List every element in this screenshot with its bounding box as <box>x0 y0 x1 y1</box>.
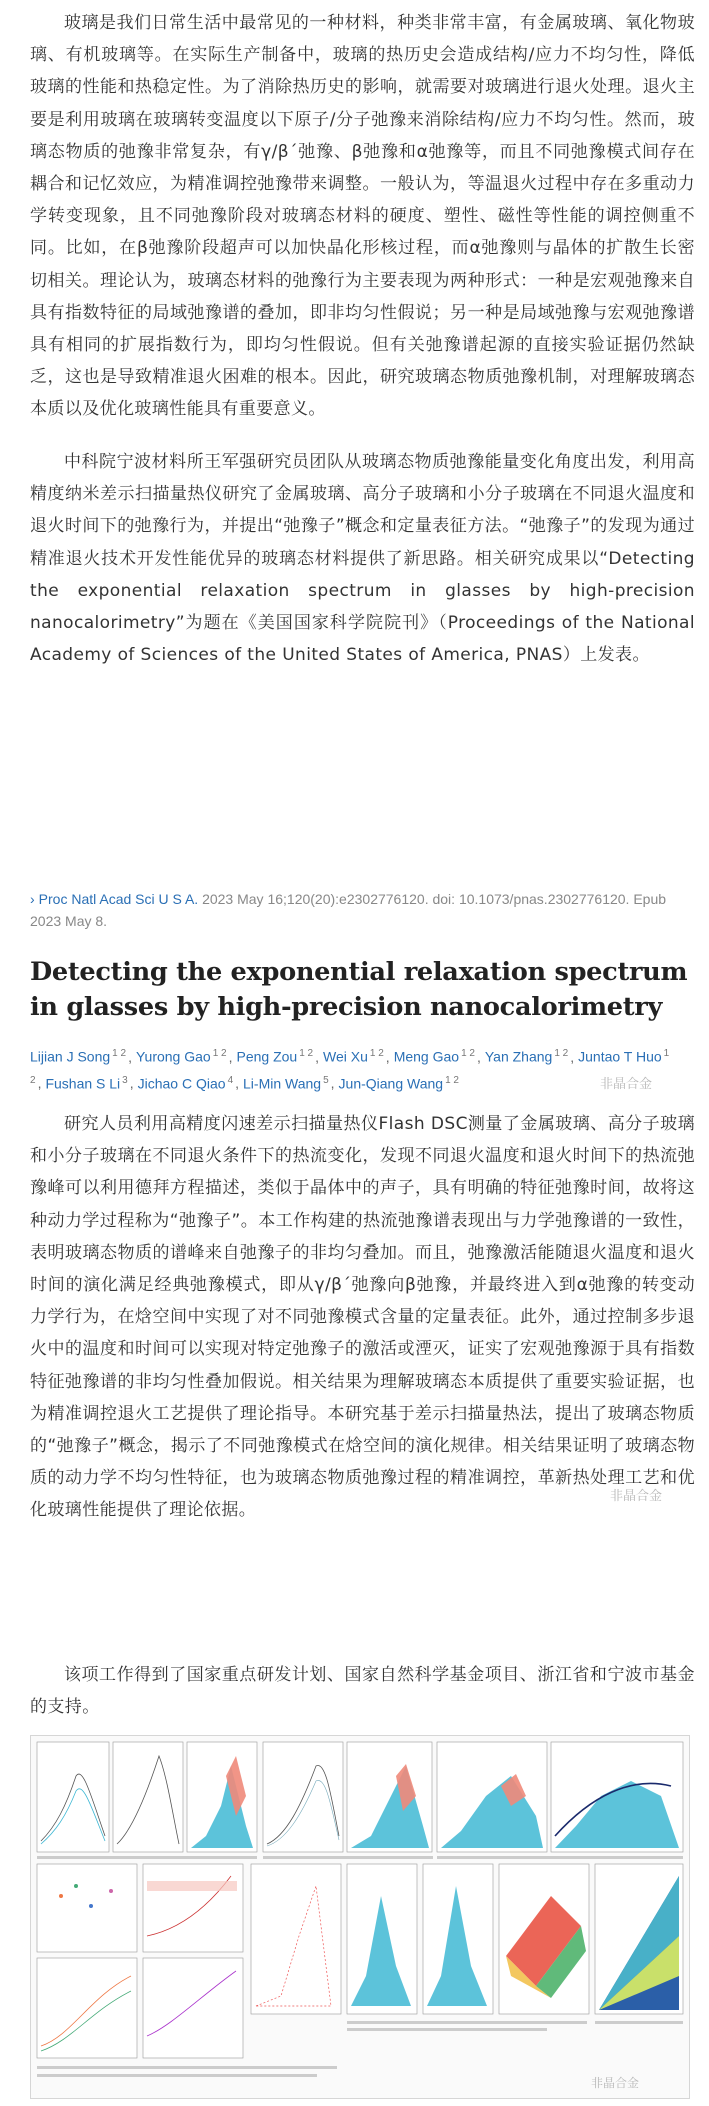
author-separator: , <box>476 1048 481 1065</box>
author-separator: , <box>128 1048 132 1065</box>
author-name[interactable]: Wei Xu <box>323 1048 368 1065</box>
figure-panel-mid-2 <box>143 1864 243 1952</box>
figure-panel-heatmap <box>595 1864 683 2014</box>
figure-panel-bottom-2 <box>143 1958 243 2058</box>
watermark-text-side: 非晶合金 <box>610 1488 663 1503</box>
author-separator: , <box>129 1075 134 1092</box>
author-name[interactable]: Meng Gao <box>393 1048 460 1065</box>
figure-panel-top-3 <box>187 1742 257 1852</box>
watermark-text: 非晶合金 <box>600 1076 653 1091</box>
citation-details: 2023 May 16;120(20):e2302776120. doi: 10.1073/pnas.2302776120. Epub 2023 May 8. <box>30 891 667 929</box>
chevron-right-icon: › <box>30 891 35 907</box>
author-name[interactable]: Peng Zou <box>236 1048 298 1065</box>
author-affiliation: 1 2 <box>461 1048 475 1059</box>
author-affiliation: 3 <box>122 1074 128 1086</box>
author-affiliation: 1 2 <box>299 1048 314 1059</box>
team-paragraph: 中科院宁波材料所王军强研究员团队从玻璃态物质弛豫能量变化角度出发，利用高精度纳米差示扫描量热仪研究了金属玻璃、高分子玻璃和小分子玻璃在不同退火温度和退火时间下的弛豫行为，并提出“弛豫子”概念和定量表征方法。“弛豫子”的发现为通过精准退火技术开发性能优异的玻璃态材料提供了新思路。相关研究成果以“Detecting the exponential relaxation spectrum in glasses by high-precision nanocalorimetry”为题在《美国国家科学院院刊》（Proceedings of the National Academy of Sciences of the United States of America, PNAS）上发表。 <box>30 452 695 666</box>
author-name[interactable]: Lijian J Song <box>30 1048 111 1065</box>
author-name[interactable]: Jichao C Qiao <box>137 1075 226 1092</box>
author-name[interactable]: Li-Min Wang <box>243 1075 322 1092</box>
author-affiliation: 1 2 <box>445 1074 459 1086</box>
research-paragraph: 研究人员利用高精度闪速差示扫描量热仪Flash DSC测量了金属玻璃、高分子玻璃和小分子玻璃在不同退火条件下的热流变化，发现不同退火温度和退火时间下的热流弛豫峰可以利用德拜方程描述，类似于晶体中的声子，具有明确的特征弛豫时间，故将这种动力学过程称为“弛豫子”。本工作构建的热流弛豫谱表现出与力学弛豫谱的一致性，表明玻璃态物质的谱峰来自弛豫子的非均匀叠加。而且，弛豫激活能随退火温度和退火时间的演化满足经典弛豫模式，即从γ/β´弛豫向β弛豫，并最终进入到α弛豫的转变动力学行为，在焓空间中实现了对不同弛豫模式含量的定量表征。此外，通过控制多步退火中的温度和时间可以实现对特定弛豫子的激活或湮灭，证实了宏观弛豫源于具有指数特征弛豫谱的非均匀性叠加假说。相关结果为理解玻璃态本质提供了重要实验证据，也为精准调控退火工艺提供了理论指导。本研究基于差示扫描量热法，提出了玻璃态物质的“弛豫子”概念，揭示了不同弛豫模式在焓空间的演化规律。相关结果证明了玻璃态物质的动力学不均匀性特征，也为玻璃态物质弛豫过程的精准调控，革新热处理工艺和优化玻璃性能提供了理论依据。 <box>30 1114 695 1521</box>
figure-panel-mid-4 <box>347 1864 417 2014</box>
author-affiliation: 1 2 <box>30 1048 670 1086</box>
author-name[interactable]: Fushan S Li <box>45 1075 121 1092</box>
author-affiliation: 1 2 <box>369 1048 384 1059</box>
watermark-figure: 非晶合金 <box>591 2076 640 2090</box>
figure-panel-top-2 <box>113 1742 183 1852</box>
figure-panel-mid-5 <box>423 1864 493 2014</box>
author-name[interactable]: Yan Zhang <box>484 1048 553 1065</box>
figure-panel-bottom-1 <box>37 1958 137 2058</box>
figure-panel-top-6 <box>437 1742 547 1852</box>
figure-panel-top-4 <box>263 1742 343 1852</box>
author-affiliation: 1 2 <box>112 1048 127 1059</box>
author-separator: , <box>330 1075 335 1092</box>
author-name[interactable]: Jun-Qiang Wang <box>338 1075 444 1092</box>
funding-paragraph: 该项工作得到了国家重点研发计划、国家自然科学基金项目、浙江省和宁波市基金的支持。 <box>30 1665 695 1718</box>
author-separator: , <box>385 1048 390 1065</box>
author-affiliation: 5 <box>323 1074 329 1086</box>
citation-line <box>30 888 700 932</box>
figure-panel-top-1 <box>37 1742 109 1852</box>
paper-title: Detecting the exponential relaxation spectrum in glasses by high-precision nanocalorimetry <box>30 957 688 1022</box>
citation-journal-link[interactable]: Proc Natl Acad Sci U S A. <box>38 891 199 907</box>
author-affiliation: 1 2 <box>212 1048 227 1059</box>
author-name[interactable]: Yurong Gao <box>135 1048 211 1065</box>
author-separator: , <box>235 1075 240 1092</box>
author-separator: , <box>228 1048 233 1065</box>
figure-panels <box>31 1736 689 2098</box>
author-separator: , <box>315 1048 320 1065</box>
figure-panel-mid-1 <box>37 1864 137 1952</box>
figure-panel-mid-3 <box>251 1864 341 2014</box>
research-figure <box>30 1735 690 2099</box>
figure-panel-top-7 <box>551 1742 683 1852</box>
figure-panel-top-5 <box>347 1742 432 1852</box>
intro-paragraph: 玻璃是我们日常生活中最常见的一种材料，种类非常丰富，有金属玻璃、氧化物玻璃、有机玻璃等。在实际生产制备中，玻璃的热历史会造成结构/应力不均匀性，降低玻璃的性能和热稳定性。为了消除热历史的影响，就需要对玻璃进行退火处理。退火主要是利用玻璃在玻璃转变温度以下原子/分子弛豫来消除结构/应力不均匀性。然而，玻璃态物质的弛豫非常复杂，有γ/β´弛豫、β弛豫和α弛豫等，而且不同弛豫模式间存在耦合和记忆效应，为精准调控弛豫带来调整。一般认为，等温退火过程中存在多重动力学转变现象，且不同弛豫阶段对玻璃态材料的硬度、塑性、磁性等性能的调控侧重不同。比如，在β弛豫阶段超声可以加快晶化形核过程，而α弛豫则与晶体的扩散生长密切相关。理论认为，玻璃态材料的弛豫行为主要表现为两种形式：一种是宏观弛豫来自具有指数特征的局域弛豫谱的叠加，即非均匀性假说；另一种是局域弛豫与宏观弛豫谱具有相同的扩展指数行为，即均匀性假说。但有关弛豫谱起源的直接实验证据仍然缺乏，这也是导致精准退火困难的根本。因此，研究玻璃态物质弛豫机制，对理解玻璃态本质以及优化玻璃性能具有重要意义。 <box>30 13 695 420</box>
author-affiliation: 4 <box>227 1074 234 1086</box>
author-name[interactable]: Juntao T Huo <box>578 1048 662 1065</box>
author-separator: , <box>570 1048 575 1065</box>
author-affiliation: 1 2 <box>554 1048 569 1059</box>
figure-panel-3d <box>499 1864 589 2014</box>
author-separator: , <box>37 1075 42 1092</box>
